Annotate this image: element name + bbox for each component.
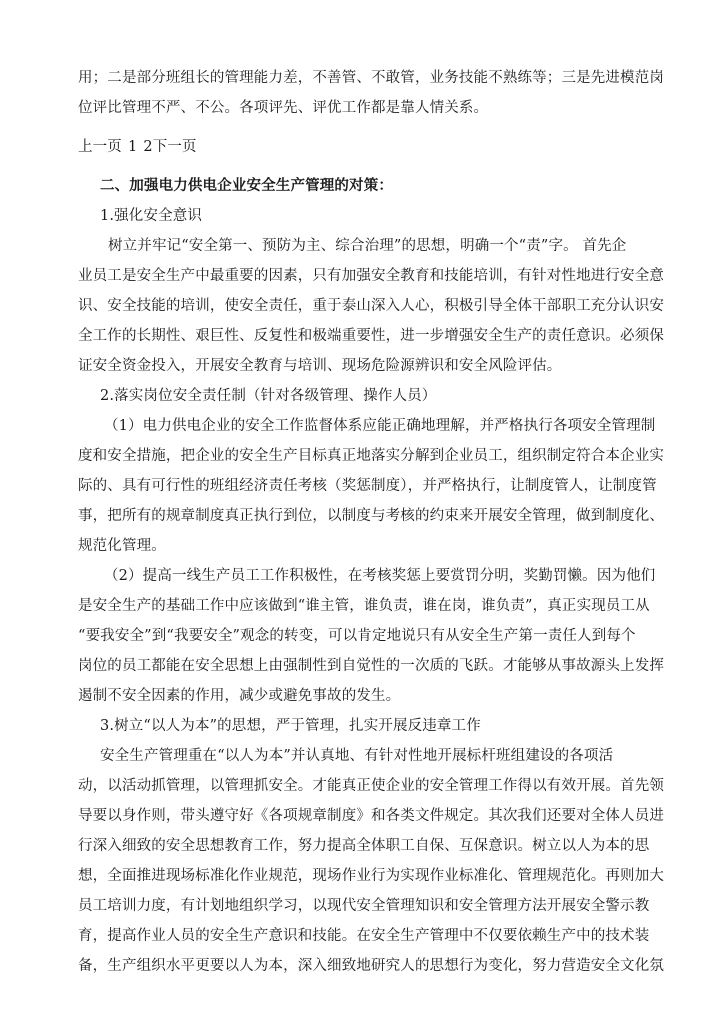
subsection-1-title: 1.强化安全意识 — [100, 208, 203, 224]
sub1-line-1: 树立并牢记“安全第一、预防为主、综合治理”的思想，明确一个“责”字。 首先企 — [108, 238, 627, 254]
subsection-2-title: 2.落实岗位安全责任制（针对各级管理、操作人员） — [100, 388, 437, 404]
intro-line-1: 用；二是部分班组长的管理能力差，不善管、不敢管，业务技能不熟练等；三是先进模范岗 — [78, 70, 664, 86]
sub3-line-2: 动，以活动抓管理，以管理抓安全。才能真正使企业的安全管理工作得以有效开展。首先领 — [78, 778, 664, 794]
sub2-para1-line-4: 事，把所有的规章制度真正执行到位，以制度与考核的约束来开展安全管理，做到制度化、 — [78, 508, 664, 524]
sub3-line-7: 育，提高作业人员的安全生产意识和技能。在安全生产管理中不仅要依赖生产中的技术装 — [78, 928, 650, 944]
page-1-link[interactable]: 1 — [127, 139, 138, 155]
sub1-line-3: 识、安全技能的培训，使安全责任，重于泰山深入人心，积极引导全体干部职工充分认识安 — [78, 298, 664, 314]
sub3-line-1: 安全生产管理重在“以人为本”并认真地、有针对性地开展标杆班组建设的各项活 — [100, 748, 614, 764]
sub2-para2-line-4: 岗位的员工都能在安全思想上由强制性到自觉性的一次质的飞跃。才能够从事故源头上发挥 — [78, 658, 664, 674]
prev-page-link[interactable]: 上一页 — [78, 139, 122, 155]
sub2-para1-line-3: 际的、具有可行性的班组经济责任考核（奖惩制度），并严格执行，让制度管人，让制度管 — [78, 478, 657, 494]
sub3-line-4: 行深入细致的安全思想教育工作，努力提高全体职工自保、互保意识。树立以人为本的思 — [78, 838, 650, 854]
pagination — [78, 137, 197, 157]
sub1-line-5: 证安全资金投入，开展安全教育与培训、现场危险源辨识和安全风险评估。 — [78, 358, 562, 374]
sub1-line-4: 全工作的长期性、艰巨性、反复性和极端重要性，进一步增强安全生产的责任意识。必须保 — [78, 328, 664, 344]
sub2-para2-line-3: “要我安全”到“我要安全”观念的转变，可以肯定地说只有从安全生产第一责任人到每个 — [78, 628, 636, 644]
next-page-link[interactable]: 下一页 — [152, 139, 197, 155]
sub3-line-6: 员工培训力度，有计划地组织学习，以现代安全管理知识和安全管理方法开展安全警示教 — [78, 898, 650, 914]
subsection-3-title: 3.树立“以人为本”的思想，严于管理，扎实开展反违章工作 — [100, 718, 481, 734]
intro-line-2: 位评比管理不严、不公。各项评先、评优工作都是靠人情关系。 — [78, 100, 489, 116]
sub3-line-3: 导要以身作则，带头遵守好《各项规章制度》和各类文件规定。其次我们还要对全体人员进 — [78, 808, 664, 824]
sub2-para2-line-5: 遏制不安全因素的作用，减少或避免事故的发生。 — [78, 688, 401, 704]
sub2-para1-line-1: （1）电力供电企业的安全工作监督体系应能正确地理解，并严格执行各项安全管理制 — [104, 418, 656, 434]
sub3-line-8: 备，生产组织水平更要以人为本，深入细致地研究人的思想行为变化，努力营造安全文化氛 — [78, 958, 664, 974]
page-2-link[interactable]: 2 — [143, 139, 153, 155]
sub1-line-2: 业员工是安全生产中最重要的因素，只有加强安全教育和技能培训，有针对性地进行安全意 — [78, 268, 664, 284]
sub2-para2-line-1: （2）提高一线生产员工工作积极性，在考核奖惩上要赏罚分明，奖勤罚懒。因为他们 — [104, 568, 656, 584]
sub2-para1-line-5: 规范化管理。 — [78, 538, 166, 554]
sub3-line-5: 想，全面推进现场标准化作业规范，现场作业行为实现作业标准化、管理规范化。再则加大 — [78, 868, 664, 884]
section-heading: 二、加强电力供电企业安全生产管理的对策： — [100, 177, 393, 194]
sub2-para2-line-2: 是安全生产的基础工作中应该做到“谁主管，谁负责，谁在岗，谁负责”，真正实现员工从 — [78, 598, 650, 614]
sub2-para1-line-2: 度和安全措施，把企业的安全生产目标真正地落实分解到企业员工，组织制定符合本企业实 — [78, 448, 664, 464]
